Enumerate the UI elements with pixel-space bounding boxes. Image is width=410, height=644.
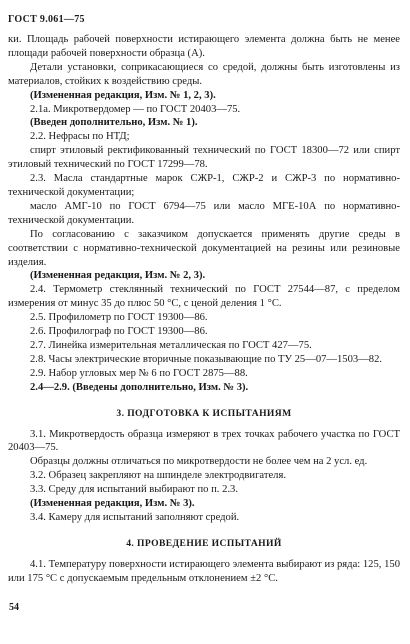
paragraph: 2.7. Линейка измерительная металлическая по ГОСТ 427—75. [30,339,312,351]
paragraph: 3.4. Камеру для испытаний заполняют средой. [30,512,240,523]
paragraph: 3.3. Среду для испытаний выбирают по п. 2.3. [30,484,238,496]
amendment-note: (Измененная редакция, Изм. № 2, 3). [30,270,206,282]
section-heading: 4. ПРОВЕДЕНИЕ ИСПЫТАНИЙ [126,537,282,549]
paragraph: 2.8. Часы электрические вторичные показывающие по ТУ 25—07—1503—82. [30,353,383,365]
paragraph: Образцы должны отличаться по микротвердости не более чем на 2 усл. ед. [30,456,368,468]
paragraph: 4.1. Температуру поверхности истирающего элемента выбирают из ряда: 125, 150 или 175 °С с допускаемым предельным отклонением ±2 °С. [8,558,400,584]
page-number: 54 [9,602,19,613]
paragraph: 2.5. Профилометр по ГОСТ 19300—86. [30,312,208,324]
paragraph: 2.6. Профилограф по ГОСТ 19300—86. [30,326,208,338]
amendment-note: (Измененная редакция, Изм. № 1, 2, 3). [30,89,216,101]
paragraph: 2.2. Нефрасы по НТД; [30,131,130,143]
section-heading: 3. ПОДГОТОВКА К ИСПЫТАНИЯМ [116,407,292,419]
document-body [8,33,400,586]
page-header: ГОСТ 9.061—75 [8,14,85,25]
amendment-note: (Введен дополнительно, Изм. № 1). [30,117,198,129]
amendment-note: (Измененная редакция, Изм. № 3). [30,498,195,510]
paragraph: Детали установки, соприкасающиеся со средой, должны быть изготовлены из материалов, стойких к воздействию среды. [8,61,400,87]
paragraph: спирт этиловый ректификованный технический по ГОСТ 18300—72 или спирт этиловый технический по ГОСТ 17299—78. [8,145,400,171]
paragraph: 2.1а. Микротвердомер — по ГОСТ 20403—75. [30,103,241,115]
amendment-note: 2.4—2.9. (Введены дополнительно, Изм. № 3). [30,381,249,393]
paragraph: 3.1. Микротвердость образца измеряют в трех точках рабочего участка по ГОСТ 20403—75. [8,428,400,454]
paragraph: масло АМГ-10 по ГОСТ 6794—75 или масло МГЕ-10А по нормативно-технической документации. [8,200,400,226]
paragraph: По согласованию с заказчиком допускается применять другие среды в соответствии с нормативно-технической документацией на резины или резиновые изделия. [8,228,400,268]
paragraph: 2.9. Набор угловых мер № 6 по ГОСТ 2875—88. [30,367,248,379]
paragraph: ки. Площадь рабочей поверхности истирающего элемента должна быть не менее площади рабочей поверхности образца (А). [8,34,400,59]
paragraph: 2.3. Масла стандартные марок СЖР-1, СЖР-2 и СЖР-3 по нормативно-технической документации; [8,173,400,198]
paragraph: 2.4. Термометр стеклянный технический по ГОСТ 27544—87, с пределом измерения от минус 35 до плюс 50 °С, с ценой деления 1 °С. [8,284,400,310]
paragraph: 3.2. Образец закрепляют на шпинделе электродвигателя. [30,470,286,482]
